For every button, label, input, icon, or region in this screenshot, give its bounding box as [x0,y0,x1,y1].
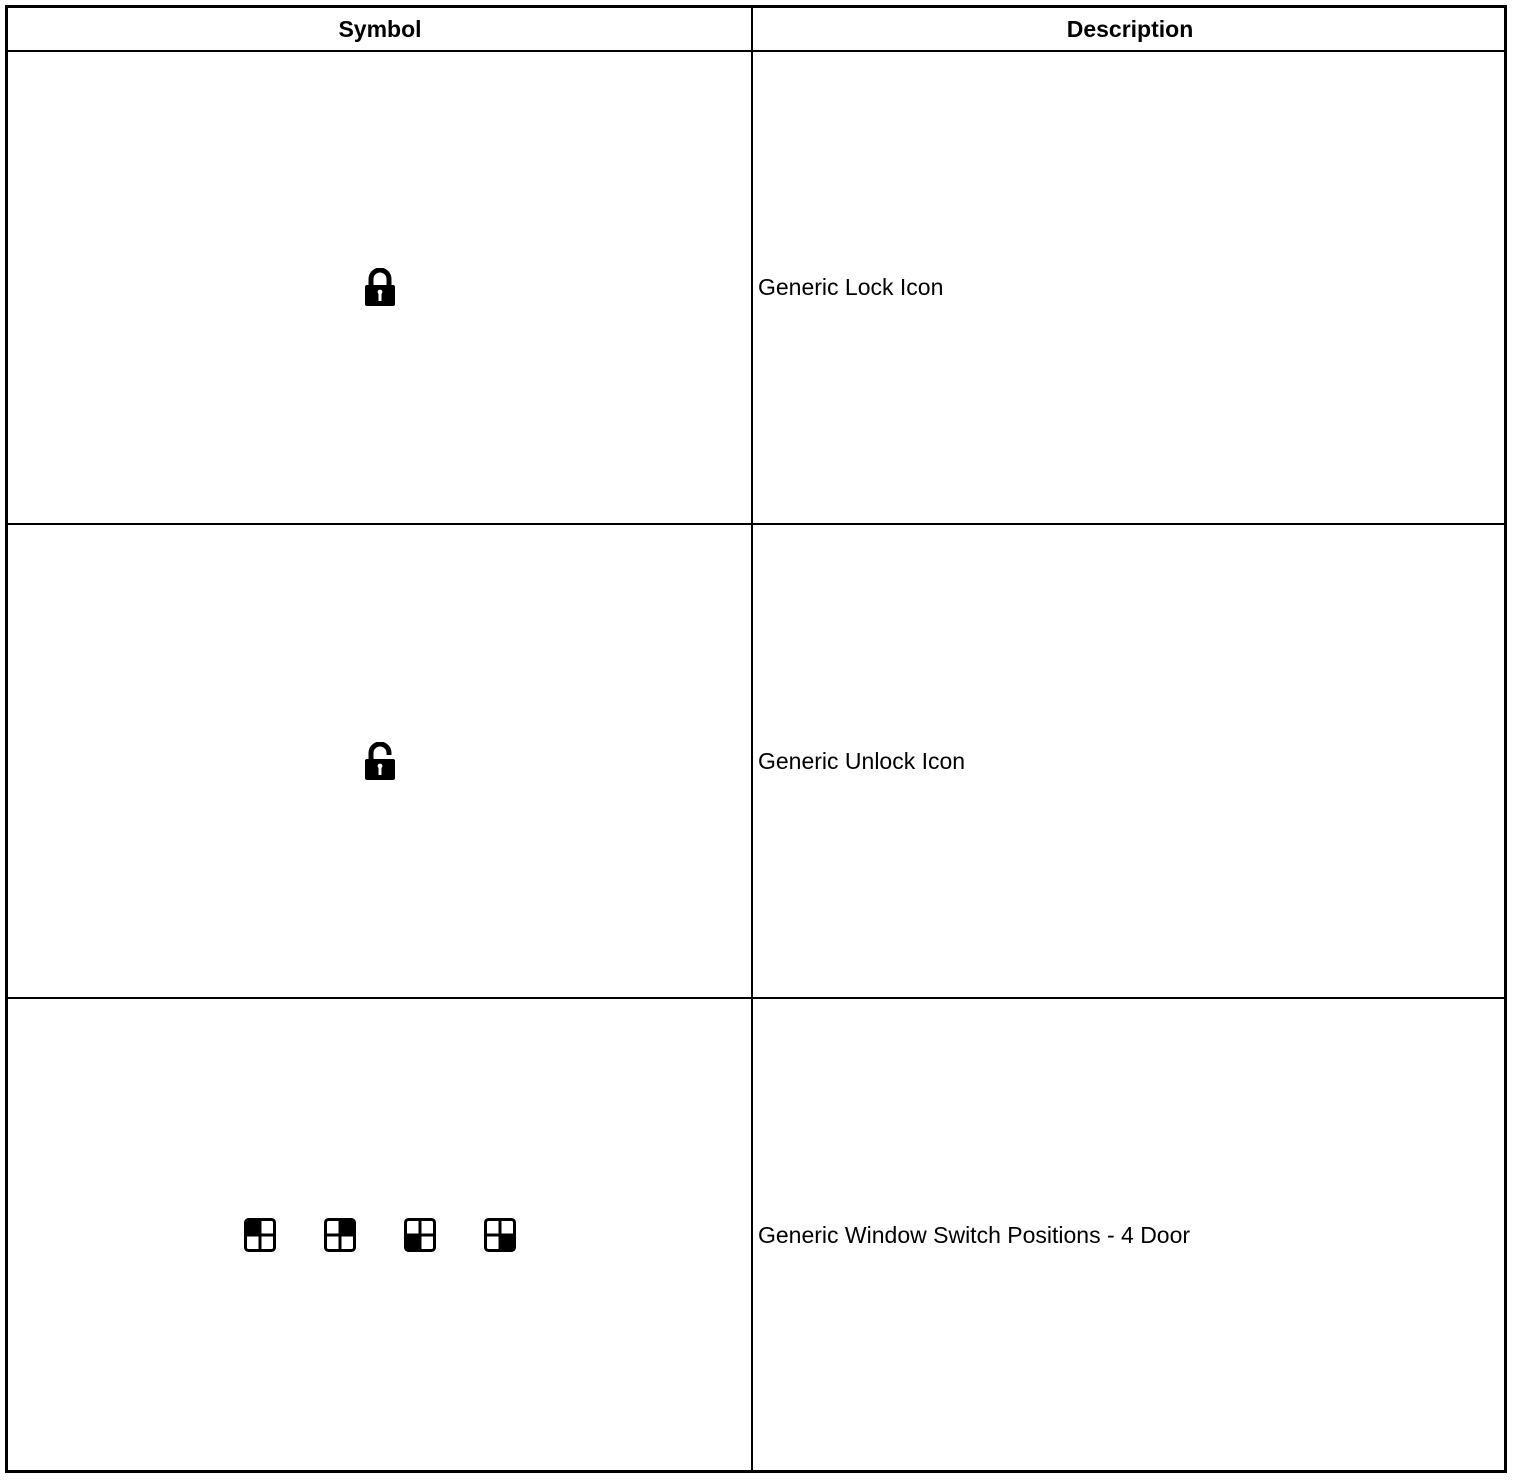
window-switch-rear-right-icon [484,1218,516,1252]
header-description: Description [1066,15,1194,42]
table-row-description-cell [758,525,1498,998]
window-switch-front-left-icon [244,1218,276,1252]
symbol-table [5,5,1507,1473]
table-row-description-cell [758,999,1498,1471]
table-row-symbol-cell [8,525,751,998]
table-row-description-cell [758,52,1498,523]
window-switch-rear-left-icon [404,1218,436,1252]
description-text: Generic Lock Icon [758,274,944,300]
description-text: Generic Unlock Icon [758,748,966,774]
window-switch-positions-icon [244,1218,516,1252]
header-symbol: Symbol [338,15,422,42]
description-text: Generic Window Switch Positions - 4 Door [758,1221,1191,1248]
table-row-symbol-cell [8,999,751,1471]
column-divider [751,8,753,1470]
window-switch-front-right-icon [324,1218,356,1252]
lock-icon [363,268,397,308]
unlock-icon [363,742,397,782]
table-row-symbol-cell [8,52,751,523]
